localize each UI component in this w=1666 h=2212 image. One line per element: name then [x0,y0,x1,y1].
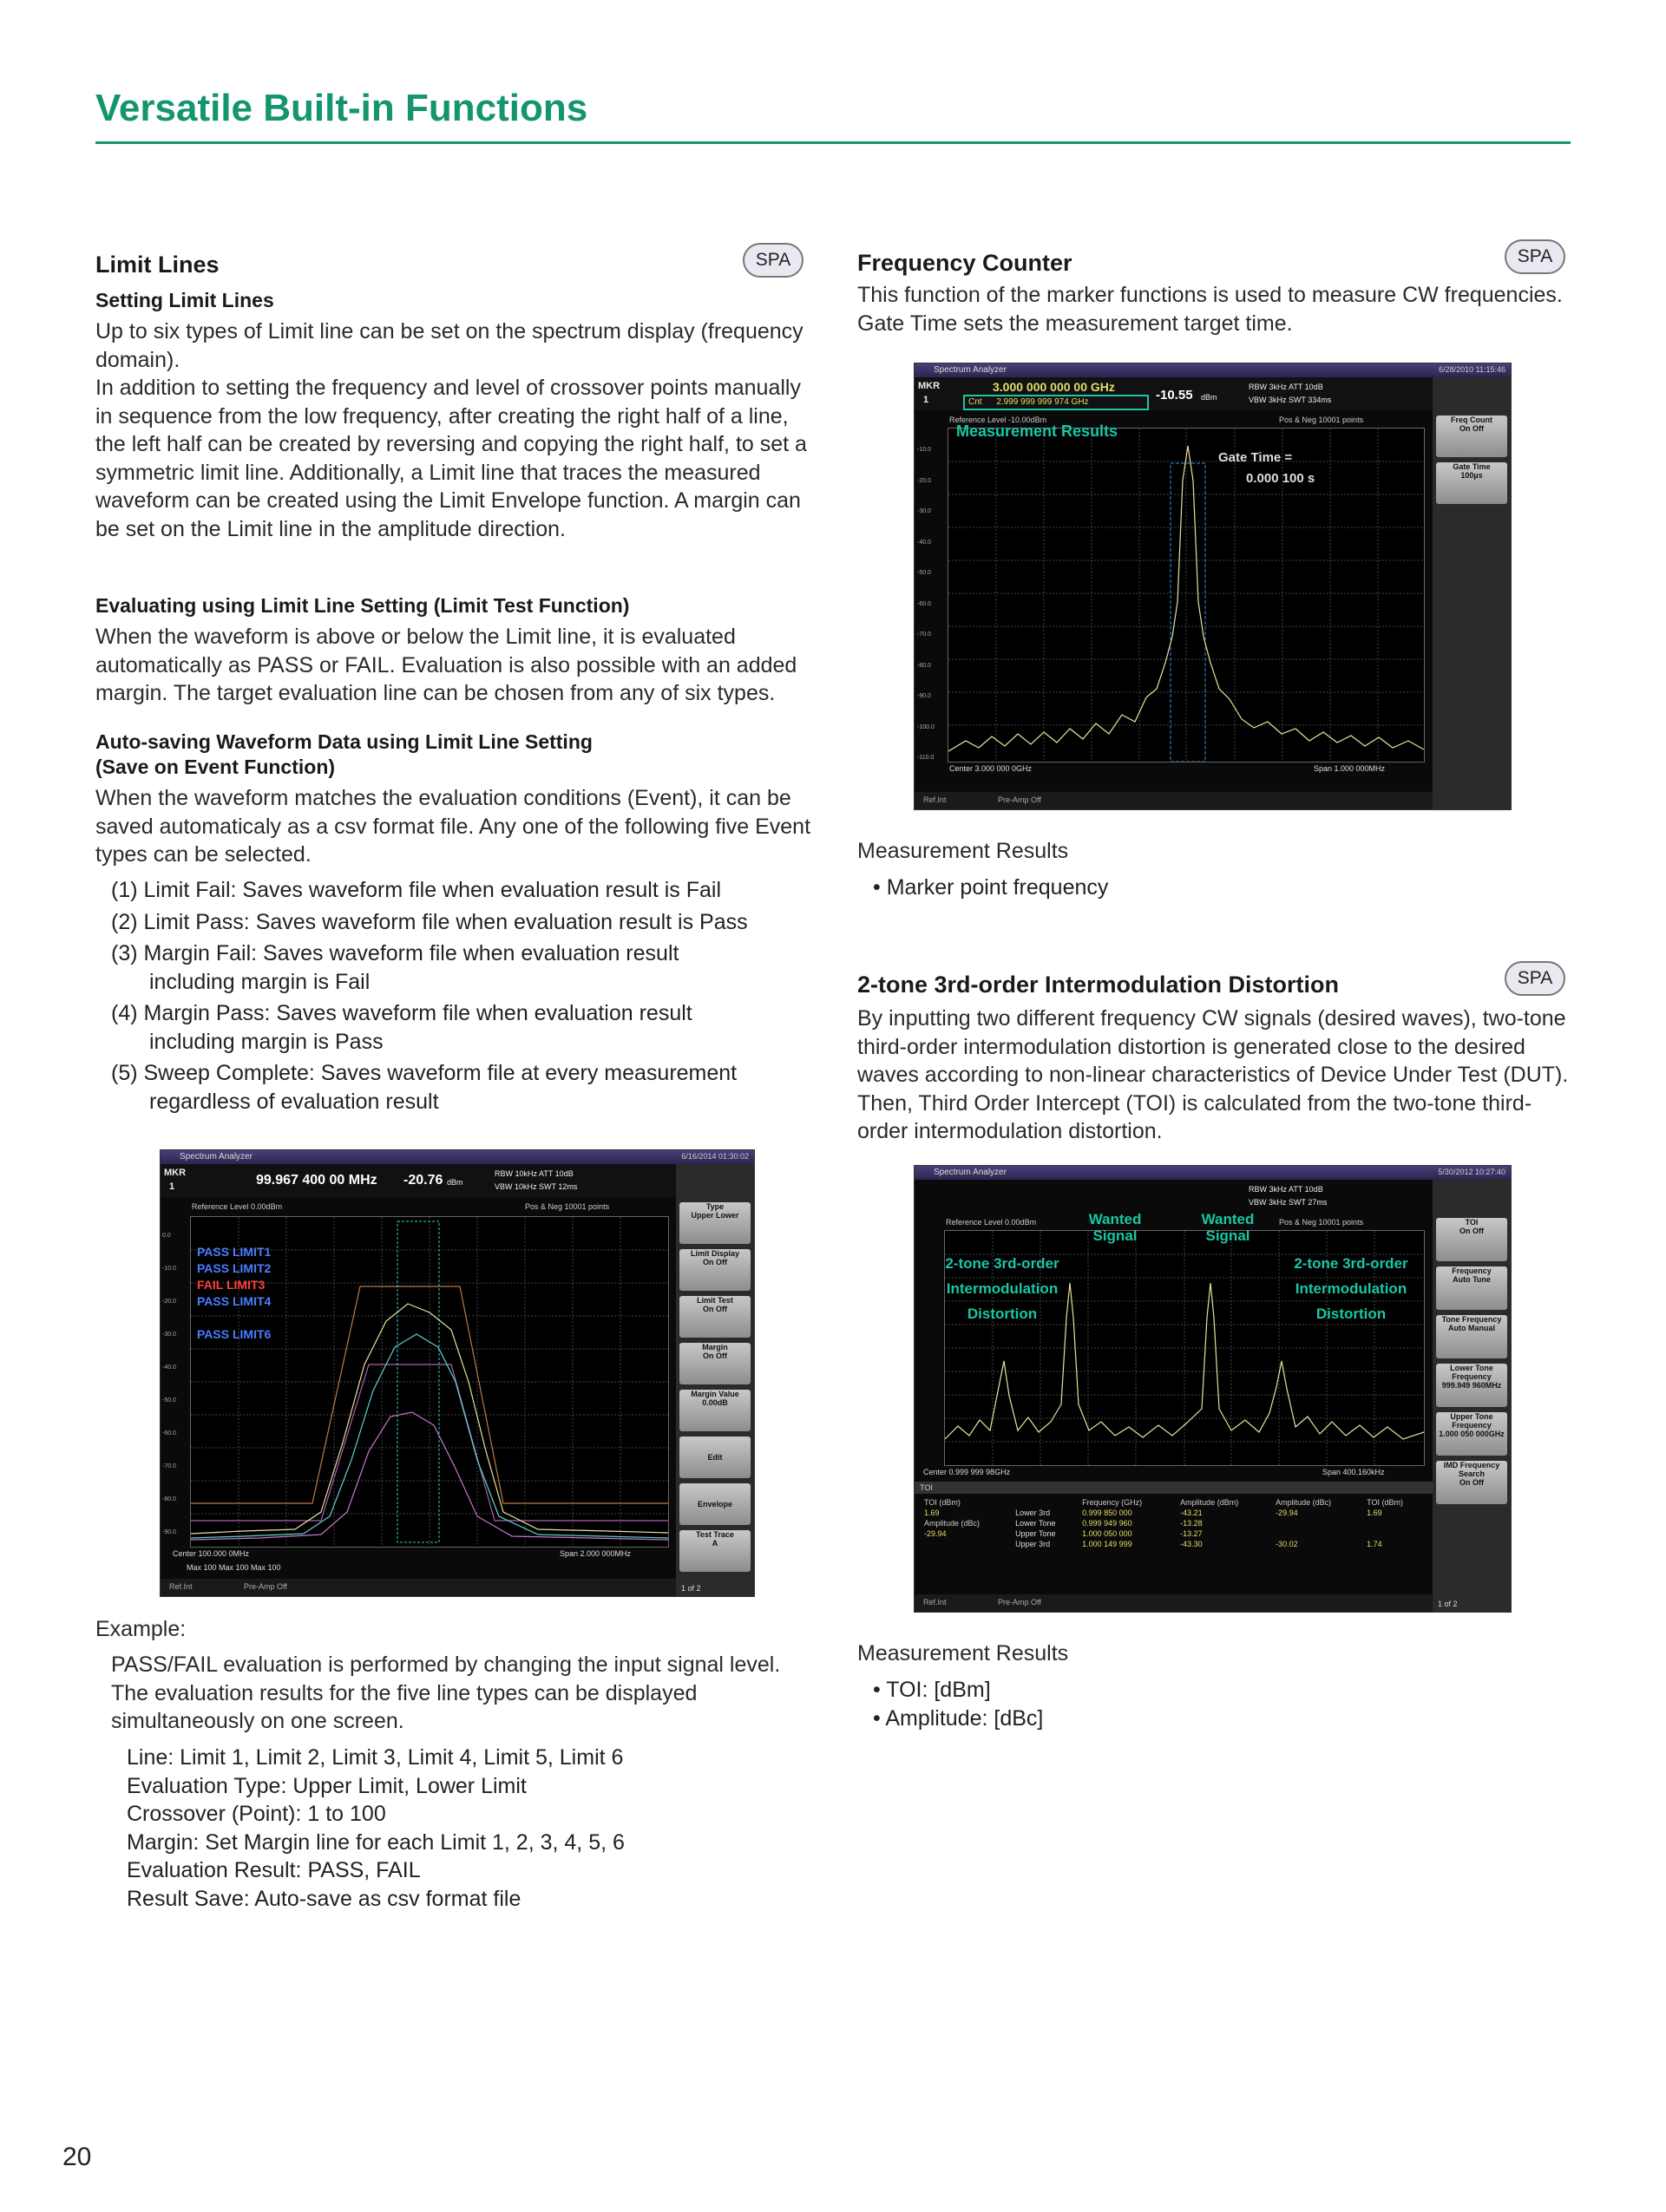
y-tick: -20.0 [162,1299,176,1305]
center-frequency: Center 3.000 000 0GHz [949,764,1033,773]
example-paragraph: PASS/FAIL evaluation is performed by changing the input signal level. The evaluation results for the five line types can be displayed simultaneously on one screen. [111,1652,781,1733]
softkey-options: 1.000 050 000GHz [1439,1430,1505,1438]
example-line: Margin: Set Margin line for each Limit 1, 2, 3, 4, 5, 6 [127,1829,625,1855]
table-cell: 1.69 [924,1508,940,1517]
gate-time-value: 0.000 100 s [1246,471,1315,486]
imd-results-list [873,1676,1043,1733]
softkey-title: Limit Display [690,1249,739,1258]
fc-result-item: • Marker point frequency [873,874,1108,902]
softkey-type[interactable] [679,1202,751,1244]
softkey-panel [676,1164,754,1596]
screen-date: 5/30/2012 10:27:40 [1438,1168,1505,1176]
legend-limit1: PASS LIMIT1 [197,1245,272,1259]
softkey-title: Margin [702,1343,728,1351]
wanted-signal-1: Wanted Signal [1088,1211,1142,1244]
event-item: (2) Limit Pass: Saves waveform file when evaluation result is Pass [111,909,748,934]
marker-header [161,1164,676,1197]
softkey-options: Auto Manual [1448,1324,1495,1332]
y-tick: -10.0 [917,447,931,453]
table-header-row [923,1497,1427,1508]
table-cell: 1.000 050 000 [1082,1529,1132,1538]
detection-info: Pos & Neg 10001 points [525,1202,610,1211]
table-cell: -29.94 [1276,1508,1298,1517]
marker-unit: dBm [447,1178,463,1187]
table-row [923,1528,1427,1539]
gate-time-label: Gate Time = [1218,450,1293,465]
softkey-options: On Off [703,1351,727,1360]
softkey-title: Lower Tone Frequency [1450,1364,1493,1381]
setting-paragraph-1: Up to six types of Limit line can be set on the spectrum display (frequency domain). [95,319,803,372]
marker-level: -20.76 [403,1173,443,1188]
softkey-limit-display[interactable] [679,1249,751,1291]
reference-level: Reference Level 0.00dBm [192,1202,283,1211]
table-cell [923,1539,1014,1549]
span: Span 1.000 000MHz [1314,764,1386,773]
screen-date: 6/28/2010 11:15:46 [1439,365,1505,374]
softkey-margin[interactable] [679,1343,751,1384]
span: Span 2.000 000MHz [560,1549,632,1558]
y-axis-ticks [162,1220,188,1549]
table-cell: Lower 3rd [1015,1508,1051,1517]
center-frequency: Center 100.000 0MHz [173,1549,250,1558]
trace-info: Max 100 Max 100 Max 100 [187,1563,281,1572]
table-cell: Upper Tone [1015,1529,1056,1538]
y-tick: -70.0 [162,1463,176,1469]
evaluation-heading: Evaluating using Limit Line Setting (Limit Test Function) [95,594,630,617]
y-tick: -50.0 [162,1397,176,1404]
page-indicator: 1 of 2 [1438,1600,1458,1608]
rbw-info: RBW 3kHz ATT 10dB [1249,1185,1323,1194]
window-titlebar: Spectrum Analyzer [915,363,1511,377]
setting-limit-lines-heading: Setting Limit Lines [95,289,274,311]
softkey-title: Freq Count [1451,416,1492,424]
imd-result-item: • Amplitude: [dBc] [873,1705,1043,1733]
toi-screenshot [914,1165,1512,1613]
y-tick: -10.0 [162,1266,176,1272]
setting-paragraph-2: In addition to setting the frequency and level of crossover points manually in sequence from the low frequency, after creating the right half of a line, the left half can be created by reversing and copying the right half, to set a symmetric limit line. Additionally, a Limit line that traces the measured waveform can be created using the Limit Envelope function. A margin can be set on the Limit line in the amplitude direction. [95,376,807,541]
table-header-cell: TOI (dBm) [924,1498,961,1507]
softkey-title: Margin Value [691,1390,739,1398]
detection-info: Pos & Neg 10001 points [1279,416,1364,424]
reference-level: Reference Level 0.00dBm [946,1218,1037,1227]
table-cell [1275,1518,1366,1528]
table-header-cell: TOI (dBm) [1367,1498,1404,1507]
y-tick: -30.0 [917,508,931,514]
table-cell: 0.999 850 000 [1082,1508,1132,1517]
softkey-title: Limit Test [697,1296,733,1305]
table-cell: Upper 3rd [1015,1540,1051,1548]
softkey-limit-test[interactable] [679,1296,751,1338]
softkey-panel [1433,377,1511,809]
imd-left-callout: 2-tone 3rd-order Intermodulation Distortion [945,1255,1059,1322]
table-cell: 1.69 [1367,1508,1382,1517]
table-cell: -13.27 [1180,1529,1203,1538]
event-list [111,876,771,1119]
softkey-options: On Off [1459,1478,1484,1487]
softkey-test-trace[interactable] [679,1530,751,1572]
softkey-options: On Off [703,1258,727,1266]
softkey-title: Tone Frequency [1441,1315,1502,1324]
spa-badge: SPA [1505,239,1565,274]
event-item: (4) Margin Pass: Saves waveform file when evaluation result including margin is Pass [111,1001,692,1054]
y-tick: -60.0 [162,1430,176,1436]
table-cell: -30.02 [1276,1540,1298,1548]
marker-frequency: 3.000 000 000 00 GHz [993,380,1115,394]
marker-level: -10.55 [1156,388,1193,402]
window-titlebar: Spectrum Analyzer [161,1150,754,1164]
softkey-options: Auto Tune [1453,1275,1491,1284]
softkey-options: 0.00dB [702,1398,728,1407]
table-row [923,1518,1427,1528]
event-item: (5) Sweep Complete: Saves waveform file at every measurement regardless of evaluation result [111,1061,738,1114]
softkey-title: IMD Frequency Search [1443,1461,1500,1478]
y-tick: -20.0 [917,477,931,484]
count-value: 2.999 999 999 974 GHz [996,397,1089,407]
y-tick: -80.0 [162,1496,176,1502]
table-cell: -29.94 [924,1529,947,1538]
table-cell: Lower Tone [1015,1519,1056,1528]
y-tick: -40.0 [162,1365,176,1371]
pre-amp: Pre-Amp Off [998,1598,1041,1607]
y-tick: -70.0 [917,632,931,638]
softkey-frequency[interactable] [1436,1266,1507,1310]
y-tick: -40.0 [917,539,931,546]
event-item: (1) Limit Fail: Saves waveform file when evaluation result is Fail [111,878,722,902]
legend-limit6: PASS LIMIT6 [197,1327,272,1341]
detection-info: Pos & Neg 10001 points [1279,1218,1364,1227]
y-tick: 0.0 [162,1233,171,1239]
spa-badge: SPA [1505,961,1565,996]
softkey-panel [1433,1180,1511,1612]
example-line: Result Save: Auto-save as csv format file [127,1886,521,1911]
y-tick: -80.0 [917,662,931,669]
table-header-cell [1014,1497,1081,1508]
legend-limit2: PASS LIMIT2 [197,1261,272,1275]
softkey-options: Upper Lower [691,1211,739,1220]
y-tick: -60.0 [917,600,931,607]
table-cell [1275,1528,1366,1539]
counter-box [963,395,1149,410]
softkey-options: On Off [1459,1227,1484,1235]
mkr-label: MKR [164,1168,187,1178]
frequency-counter-screenshot [914,363,1512,810]
softkey-title: Frequency [1452,1266,1492,1275]
ref-int: Ref.Int [169,1582,193,1591]
mkr-number: 1 [169,1181,175,1192]
table-header-cell: Frequency (GHz) [1082,1498,1143,1507]
toi-result-table [923,1497,1427,1549]
table-cell: Amplitude (dBc) [924,1519,981,1528]
title-divider [95,141,1571,144]
page-indicator: 1 of 2 [681,1584,701,1593]
example-settings-list [127,1744,625,1913]
y-tick: -50.0 [917,570,931,576]
y-axis-ticks [917,435,945,774]
softkey-options: A [712,1539,718,1548]
limit-line-screenshot [160,1149,755,1597]
toi-table-title: TOI [915,1482,1438,1494]
softkey-title: Gate Time [1453,462,1491,471]
frequency-counter-paragraph: This function of the marker functions is used to measure CW frequencies. Gate Time sets the measurement target time. [857,283,1563,336]
y-tick: -90.0 [917,693,931,699]
softkey-options: 100µs [1460,471,1483,480]
table-header-cell: Amplitude (dBc) [1276,1498,1332,1507]
imd-results-label: Measurement Results [857,1641,1069,1666]
legend-limit4: PASS LIMIT4 [197,1294,272,1308]
limit-lines-heading: Limit Lines [95,252,220,278]
mkr-label: MKR [918,381,941,391]
pre-amp: Pre-Amp Off [244,1582,287,1591]
softkey-edit[interactable]: Edit [679,1436,751,1478]
gridlines [948,429,1424,762]
frequency-counter-heading: Frequency Counter [857,250,1072,276]
softkey-title: Upper Tone Frequency [1450,1412,1493,1430]
imd-paragraph: By inputting two different frequency CW signals (desired waves), two-tone third-order intermodulation distortion is generated close to the desired waves according to non-linear characteristics of Device Under Test (DUT). Then, Third Order Intercept (TOI) is calculated from the two-tone third-order intermodulation distortion. [857,1006,1569,1143]
softkey-margin-value[interactable] [679,1390,751,1431]
marker-unit: dBm [1201,393,1217,402]
softkey-freq-count[interactable] [1436,416,1507,457]
wanted-signal-2: Wanted Signal [1201,1211,1255,1244]
y-tick: -110.0 [917,755,935,761]
example-line: Evaluation Result: PASS, FAIL [127,1858,421,1882]
ref-int: Ref.Int [923,795,947,804]
y-tick: -100.0 [917,723,935,730]
table-cell: -43.30 [1180,1540,1203,1548]
table-cell [1366,1518,1427,1528]
table-row [923,1508,1427,1518]
screen-date: 6/16/2014 01:30:02 [681,1152,749,1161]
marker-header [915,377,1433,410]
autosave-paragraph: When the waveform matches the evaluation conditions (Event), it can be saved automaticaly as a csv format file. Any one of the following five Event types can be selected. [95,786,811,867]
measurement-results-callout: Measurement Results [956,422,1118,440]
table-cell: 1.000 149 999 [1082,1540,1132,1548]
table-header-cell: Amplitude (dBm) [1180,1498,1239,1507]
autosave-heading: Auto-saving Waveform Data using Limit Line Setting [95,730,593,753]
table-cell: -43.21 [1180,1508,1203,1517]
status-bar [915,1594,1433,1612]
example-label: Example: [95,1617,187,1641]
imd-right-callout: 2-tone 3rd-order Intermodulation Distortion [1294,1255,1408,1322]
status-bar [161,1579,676,1596]
evaluation-paragraph: When the waveform is above or below the Limit line, it is evaluated automatically as PASS or FAIL. Evaluation is also possible with an added margin. The target evaluation line can be chosen from any of six types. [95,625,797,705]
frequency-counter-plot [948,428,1425,762]
marker-frequency: 99.967 400 00 MHz [256,1173,377,1188]
pre-amp: Pre-Amp Off [998,795,1041,804]
table-cell: 1.74 [1367,1540,1382,1548]
rbw-info: RBW 3kHz ATT 10dB [1249,383,1323,391]
y-tick: -30.0 [162,1332,176,1338]
softkey-tone-frequency[interactable] [1436,1315,1507,1358]
center-frequency: Center 0.999 999 98GHz [923,1468,1011,1476]
y-tick: -90.0 [162,1529,176,1535]
table-row [923,1539,1427,1549]
spa-badge: SPA [743,243,803,278]
softkey-options: On Off [1459,424,1484,433]
table-cell: 0.999 949 960 [1082,1519,1132,1528]
reference-level: Reference Level -10.00dBm [949,416,1047,424]
frequency-counter-plot-svg [948,429,1424,762]
table-cell [1366,1528,1427,1539]
imd-heading: 2-tone 3rd-order Intermodulation Distortion [857,972,1340,998]
count-label: Cnt [968,397,982,407]
example-line: Evaluation Type: Upper Limit, Lower Limit [127,1773,527,1798]
softkey-title: Test Trace [696,1530,734,1539]
softkey-title: TOI [1465,1218,1479,1227]
status-bar [915,792,1433,809]
ref-int: Ref.Int [923,1598,947,1607]
softkey-title: Type [705,1202,725,1211]
vbw-info: VBW 3kHz SWT 27ms [1249,1198,1328,1207]
rbw-info: RBW 10kHz ATT 10dB [495,1169,574,1178]
softkey-options: 999.949 960MHz [1441,1381,1502,1390]
softkey-lower-tone[interactable] [1436,1364,1507,1407]
table-cell: -13.28 [1180,1519,1203,1528]
vbw-info: VBW 3kHz SWT 334ms [1249,396,1332,404]
page-number: 20 [62,2143,92,2171]
example-line: Line: Limit 1, Limit 2, Limit 3, Limit 4, Limit 5, Limit 6 [127,1745,624,1770]
limit-legend [197,1244,271,1343]
fc-results-list [873,874,1108,902]
span: Span 400.160kHz [1322,1468,1385,1476]
autosave-subheading: (Save on Event Function) [95,756,336,778]
imd-result-item: • TOI: [dBm] [873,1676,1043,1705]
page-title: Versatile Built-in Functions [95,87,588,129]
softkey-toi[interactable] [1436,1218,1507,1261]
legend-limit3: FAIL LIMIT3 [197,1278,266,1292]
example-line: Crossover (Point): 1 to 100 [127,1802,386,1826]
softkey-gate-time[interactable] [1436,462,1507,504]
vbw-info: VBW 10kHz SWT 12ms [495,1182,578,1191]
softkey-upper-tone[interactable] [1436,1412,1507,1456]
softkey-imd-search[interactable] [1436,1461,1507,1504]
softkey-envelope[interactable]: Envelope [679,1483,751,1525]
fc-results-label: Measurement Results [857,839,1069,863]
mkr-number: 1 [923,395,929,405]
window-titlebar: Spectrum Analyzer [915,1166,1511,1180]
softkey-options: On Off [703,1305,727,1313]
event-item: (3) Margin Fail: Saves waveform file when evaluation result including margin is Fail [111,941,679,994]
